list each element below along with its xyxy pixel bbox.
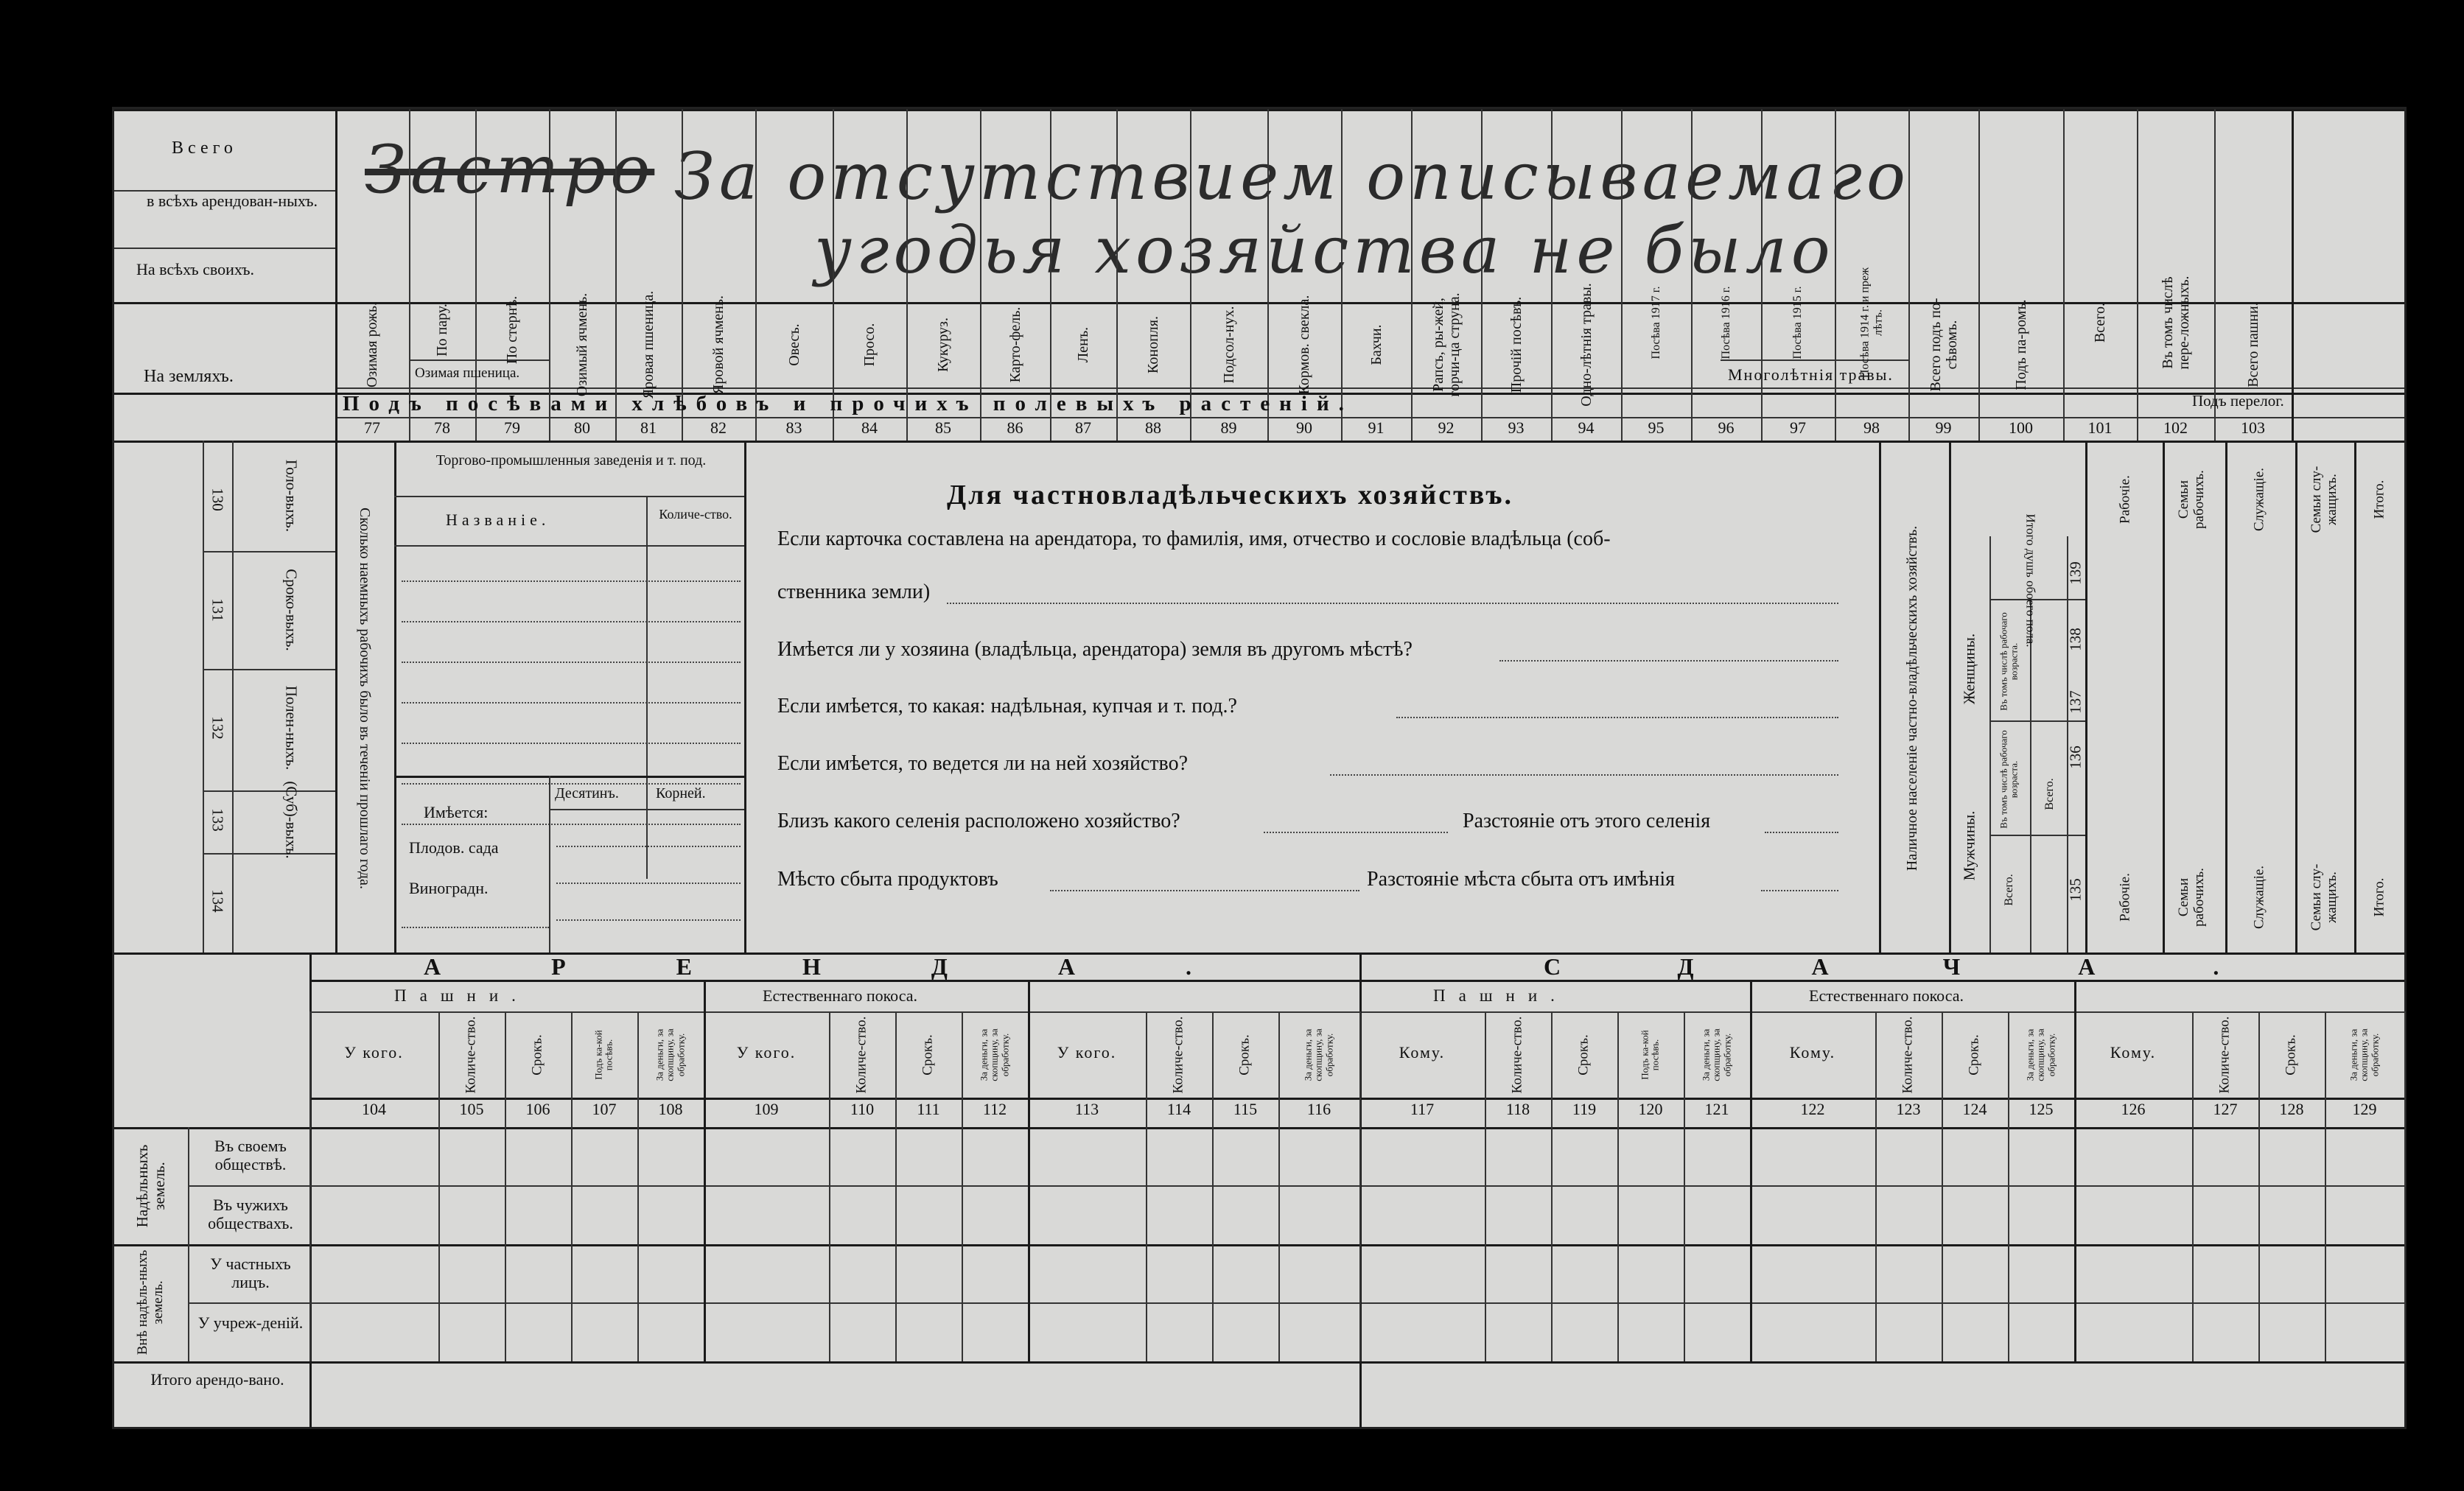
worker-col-top-2: Семьи рабочихъ. <box>2176 470 2207 529</box>
crop-num-96: 96 <box>1718 418 1735 437</box>
pop-num-139: 139 <box>2066 561 2085 585</box>
crops-banner: Подъ посѣвами хлѣбовъ и прочихъ полевыхъ растеній. <box>343 392 1354 415</box>
q2: Имѣется ли у хозяина (владѣльца, арендатора) земля въ другомъ мѣстѣ? <box>777 638 1413 661</box>
crop-label-77: Озимая рожь. <box>364 301 380 388</box>
arenda-num-111: 111 <box>917 1100 940 1118</box>
crop-num-93: 93 <box>1508 418 1525 437</box>
arenda-for_money-4: За деньги, за скопщину, за обработку. <box>654 1028 687 1081</box>
crop-label-98: Посѣва 1914 г. и преж лѣтъ. <box>1858 267 1884 379</box>
has-label: Имѣется: <box>424 803 489 821</box>
hired-workers-note: Сколько наемныхъ рабочихъ было въ теченіи прошлаго года. <box>357 507 373 890</box>
private-farms-title: Для частновладѣльческихъ хозяйствъ. <box>947 480 1513 511</box>
sdacha-qty-6: Количе-ство. <box>1900 1016 1916 1094</box>
crop-label-93: Прочій посѣвъ. <box>1508 296 1525 393</box>
crop-num-92: 92 <box>1438 418 1455 437</box>
row-institutions: У учреж-деній. <box>197 1313 304 1332</box>
crop-num-94: 94 <box>1578 418 1595 437</box>
crop-label-103: Всего пашни. <box>2244 302 2261 387</box>
sdacha-pashni: Пашни. <box>1433 986 1568 1005</box>
crop-label-99: Всего подъ по-сѣвомъ. <box>1927 298 1960 392</box>
handwritten-crossed: Застро <box>365 131 655 208</box>
sdacha-under_crop-3: Подъ ка-кой посѣвъ. <box>1639 1030 1661 1080</box>
crop-num-78: 78 <box>434 418 450 437</box>
crop-label-97: Посѣва 1915 г. <box>1791 286 1805 359</box>
women-total-label: Всего. <box>2043 778 2057 810</box>
crop-num-81: 81 <box>640 418 657 437</box>
sdacha-num-127: 127 <box>2213 1100 2238 1118</box>
row-land-label: На земляхъ. <box>144 367 234 386</box>
handwritten-line-1: За отсутствием описываемаго <box>674 138 1911 214</box>
crop-label-89: Подсол-нух. <box>1220 306 1237 384</box>
worker-col-bottom-3: Служащіе. <box>2251 865 2267 930</box>
roots-header: Корней. <box>656 785 706 801</box>
crop-num-101: 101 <box>2087 418 2113 437</box>
wheat-group-label: Озимая пшеница. <box>415 365 520 381</box>
crop-label-80: Озимый ячмень. <box>574 292 590 397</box>
land-num-132: 132 <box>209 716 227 740</box>
arenda-qty-6: Количе-ство. <box>853 1016 869 1094</box>
worker-col-top-3: Служащіе. <box>2251 467 2267 532</box>
arenda-qty-10: Количе-ство. <box>1170 1016 1186 1094</box>
arenda-num-106: 106 <box>525 1100 550 1118</box>
crop-num-83: 83 <box>785 418 802 437</box>
sdacha-for_money-12: За деньги, за скопщину, за обработку. <box>2348 1028 2381 1081</box>
crop-num-91: 91 <box>1368 418 1385 437</box>
land-srokovykh: Сроко-выхъ. <box>282 569 301 651</box>
land-subvykh: (Суб)-выхъ. <box>282 781 301 859</box>
census-card-sheet <box>112 107 2407 1429</box>
crop-label-94: Одно-лѣтнія травы. <box>1578 283 1595 407</box>
arenda-term-11: Срокъ. <box>1236 1034 1253 1076</box>
arenda-num-114: 114 <box>1166 1100 1191 1118</box>
arenda-num-113: 113 <box>1074 1100 1099 1118</box>
q5b: Разстояніе отъ этого селенія <box>1463 810 1711 832</box>
land-num-130: 130 <box>209 488 227 511</box>
crop-label-88: Конопля. <box>1145 316 1161 373</box>
crop-label-81: Яровая пшеница. <box>640 290 657 399</box>
crop-label-100: Подъ па-ромъ. <box>2012 299 2029 390</box>
sdacha-term-11: Срокъ. <box>2283 1034 2299 1076</box>
sdacha-num-121: 121 <box>1704 1100 1729 1118</box>
crop-num-89: 89 <box>1220 418 1237 437</box>
sdacha-qty-1: Количе-ство. <box>1509 1016 1525 1094</box>
sdacha-for_money-4: За деньги, за скопщину, за обработку. <box>1700 1028 1733 1081</box>
arenda-num-109: 109 <box>754 1100 779 1118</box>
q4: Если имѣется, то ведется ли на ней хозяйство? <box>777 752 1188 775</box>
crop-label-95: Посѣва 1917 г. <box>1649 286 1662 359</box>
arenda-num-112: 112 <box>982 1100 1007 1118</box>
sdacha-whom-9: Кому. <box>2110 1043 2157 1062</box>
arenda-for_money-8: За деньги, за скопщину, за обработку. <box>978 1028 1011 1081</box>
row-total-label: Всего <box>172 138 237 158</box>
worker-col-top-1: Рабочіе. <box>2117 475 2133 524</box>
trade-qty-header: Количе-ство. <box>659 507 732 522</box>
arenda-qty-1: Количе-ство. <box>463 1016 479 1094</box>
sdacha-num-118: 118 <box>1505 1100 1530 1118</box>
arenda-term-7: Срокъ. <box>920 1034 936 1076</box>
sdacha-num-119: 119 <box>1572 1100 1597 1118</box>
arenda-under_crop-3: Подъ ка-кой посѣвъ. <box>592 1030 615 1080</box>
crop-num-79: 79 <box>504 418 520 437</box>
trade-name-header: Названіе. <box>446 511 550 529</box>
sdacha-num-124: 124 <box>1962 1100 1987 1118</box>
sdacha-whom-5: Кому. <box>1789 1043 1836 1062</box>
sdacha-num-120: 120 <box>1638 1100 1663 1118</box>
crop-num-77: 77 <box>364 418 380 437</box>
arenda-num-107: 107 <box>592 1100 617 1118</box>
men-label: Мужчины. <box>1960 810 1978 881</box>
row-rented-label: в всѣхъ арендован-ныхъ. <box>147 192 318 210</box>
women-workers-label: Въ томъ числѣ рабочаго возраста. <box>1998 612 2020 711</box>
arenda-num-116: 116 <box>1306 1100 1331 1118</box>
crop-num-103: 103 <box>2241 418 2265 437</box>
crop-label-101: Всего. <box>2092 302 2108 343</box>
arenda-num-108: 108 <box>658 1100 683 1118</box>
arenda-pokos: Естественнаго покоса. <box>763 986 918 1005</box>
arenda-whom-5: У кого. <box>736 1043 797 1062</box>
women-label: Женщины. <box>1960 633 1978 705</box>
row-private-persons: У частныхъ лицъ. <box>210 1255 291 1292</box>
men-total-label: Всего. <box>2003 874 2016 906</box>
arenda-banner: АРЕНДА. <box>424 953 1303 980</box>
worker-col-top-5: Итого. <box>2371 480 2387 519</box>
crop-num-99: 99 <box>1935 418 1952 437</box>
q1-line-b: ственника земли) <box>777 580 931 603</box>
crop-label-85: Кукуруз. <box>935 318 951 372</box>
arenda-term-2: Срокъ. <box>529 1034 545 1076</box>
crop-label-91: Бахчи. <box>1368 324 1385 365</box>
arenda-whom-0: У кого. <box>344 1043 404 1062</box>
land-golovykh: Голо-выхъ. <box>282 459 301 533</box>
worker-col-bottom-2: Семьи рабочихъ. <box>2176 868 2207 927</box>
arenda-for_money-12: За деньги, за скопщину, за обработку. <box>1302 1028 1335 1081</box>
arenda-num-105: 105 <box>459 1100 484 1118</box>
crop-label-92: Рапсъ, ры-жей, горчи-ца струна. <box>1429 292 1463 397</box>
crop-label-82: Яровой ячмень. <box>710 295 727 394</box>
crop-label-86: Карто-фель. <box>1007 306 1023 383</box>
sdacha-num-125: 125 <box>2029 1100 2054 1118</box>
top-divider <box>114 302 2404 304</box>
grass-group-label: Многолѣтнія травы. <box>1728 365 1894 384</box>
men-workers-label: Въ томъ числѣ рабочаго возраста. <box>1998 730 2020 829</box>
crop-num-88: 88 <box>1145 418 1161 437</box>
sdacha-qty-10: Количе-ство. <box>2216 1016 2233 1094</box>
population-note: Наличное населеніе частно-владѣльческихъ хозяйствъ. <box>1904 525 1920 871</box>
worker-col-bottom-4: Семьи слу-жащихъ. <box>2309 863 2339 931</box>
q1-line-a: Если карточка составлена на арендатора, то фамилія, имя, отчество и сословіе владѣльца (соб- <box>777 527 1611 550</box>
crop-label-84: Просо. <box>861 323 878 367</box>
vineyard-label: Виноградн. <box>409 879 489 897</box>
sdacha-num-123: 123 <box>1896 1100 1921 1118</box>
arenda-whom-9: У кого. <box>1057 1043 1117 1062</box>
crop-num-95: 95 <box>1648 418 1665 437</box>
handwritten-line-2: угодья хозяйства не было <box>814 212 1835 288</box>
sdacha-for_money-8: За деньги, за скопщину, за обработку. <box>2024 1028 2057 1081</box>
land-num-131: 131 <box>209 598 227 622</box>
sdacha-num-129: 129 <box>2352 1100 2377 1118</box>
land-polennykh: Полен-ныхъ. <box>282 685 301 771</box>
crop-label-102: Въ томъ числѣ пере-ложныхъ. <box>2159 276 2192 370</box>
q3: Если имѣется, то какая: надѣльная, купчая и т. под.? <box>777 695 1237 718</box>
group-non-nadel-lands: Внѣ надѣль-ныхъ земель. <box>135 1249 166 1355</box>
arenda-num-110: 110 <box>850 1100 875 1118</box>
crop-label-78: По пару. <box>434 304 450 357</box>
sdacha-num-128: 128 <box>2279 1100 2304 1118</box>
fallow-group-label: Подъ перелог. <box>2192 392 2284 410</box>
crop-num-80: 80 <box>574 418 590 437</box>
arenda-pashni: Пашни. <box>394 986 529 1005</box>
sdacha-num-117: 117 <box>1410 1100 1435 1118</box>
sdacha-num-126: 126 <box>2121 1100 2146 1118</box>
worker-col-bottom-1: Рабочіе. <box>2117 873 2133 922</box>
crop-num-90: 90 <box>1296 418 1312 437</box>
row-other-society: Въ чужихъ обществахъ. <box>208 1196 293 1233</box>
pop-num-136: 136 <box>2066 746 2085 769</box>
pop-num-135: 135 <box>2066 878 2085 902</box>
q6a: Мѣсто сбыта продуктовъ <box>777 868 998 891</box>
crop-label-79: По стернѣ. <box>504 295 520 365</box>
row-total-leased: Итого арендо-вано. <box>150 1370 284 1389</box>
group-nadel-lands: Надѣльныхъ земель. <box>133 1144 168 1228</box>
crop-num-100: 100 <box>2009 418 2033 437</box>
worker-col-top-4: Семьи слу-жащихъ. <box>2309 466 2339 533</box>
crop-label-90: Кормов. свекла. <box>1296 295 1312 395</box>
crop-num-86: 86 <box>1007 418 1023 437</box>
garden-label: Плодов. сада <box>409 838 499 857</box>
crop-num-102: 102 <box>2163 418 2188 437</box>
total-both-sexes: Итого душъ обоего пола. <box>2023 513 2038 648</box>
crop-num-98: 98 <box>1863 418 1880 437</box>
arenda-num-115: 115 <box>1233 1100 1258 1118</box>
arenda-num-104: 104 <box>362 1100 386 1118</box>
crop-num-85: 85 <box>935 418 951 437</box>
sdacha-banner: СДАЧА. <box>1544 953 2337 980</box>
crop-label-96: Посѣва 1916 г. <box>1719 286 1732 359</box>
crop-num-87: 87 <box>1075 418 1091 437</box>
crop-label-87: Ленъ. <box>1075 326 1091 363</box>
crop-label-83: Овесъ. <box>785 323 802 366</box>
sdacha-whom-0: Кому. <box>1399 1043 1446 1062</box>
pop-num-137: 137 <box>2066 690 2085 714</box>
q5a: Близъ какого селенія расположено хозяйство? <box>777 810 1180 832</box>
sdacha-term-2: Срокъ. <box>1575 1034 1592 1076</box>
q6b: Разстояніе мѣста сбыта отъ имѣнія <box>1367 868 1675 891</box>
trade-title: Торгово-промышленныя заведенія и т. под. <box>435 452 707 469</box>
worker-col-bottom-5: Итого. <box>2371 877 2387 917</box>
crop-num-97: 97 <box>1790 418 1806 437</box>
crop-num-82: 82 <box>710 418 727 437</box>
pop-num-138: 138 <box>2066 628 2085 651</box>
land-num-134: 134 <box>209 889 227 913</box>
sdacha-term-7: Срокъ. <box>1966 1034 1982 1076</box>
dessiatin-header: Десятинъ. <box>555 785 619 801</box>
land-num-133: 133 <box>209 808 227 832</box>
top-border <box>114 109 2404 111</box>
crop-num-84: 84 <box>861 418 878 437</box>
sdacha-num-122: 122 <box>1800 1100 1825 1118</box>
sdacha-pokos: Естественнаго покоса. <box>1809 986 1964 1005</box>
row-own-society: Въ своемъ обществѣ. <box>214 1137 287 1174</box>
row-own-label: На всѣхъ своихъ. <box>136 260 254 278</box>
